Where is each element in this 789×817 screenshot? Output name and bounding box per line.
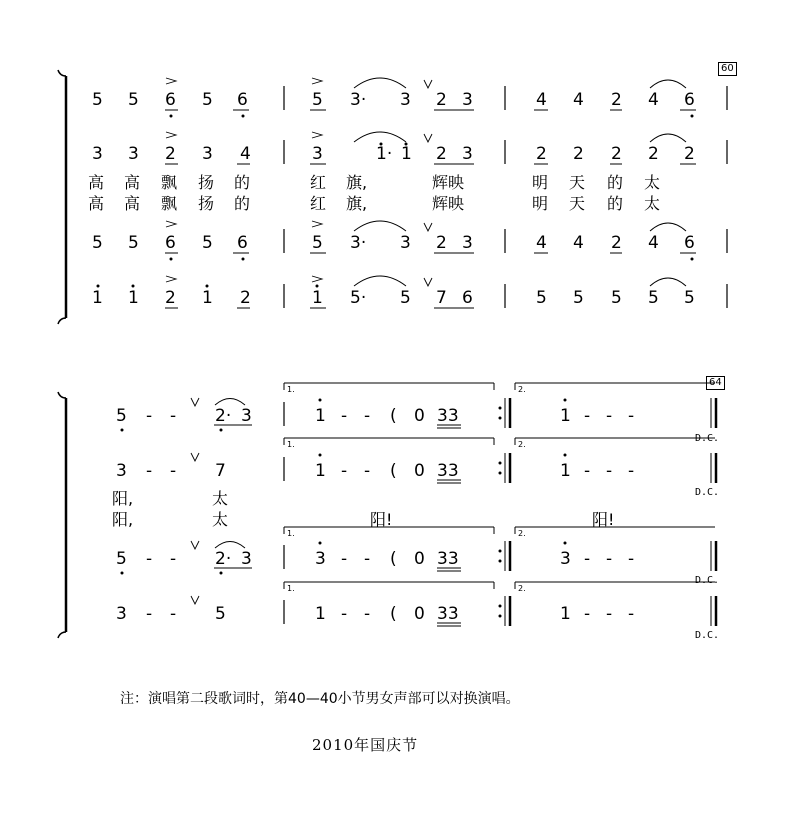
note: 1 [560,604,571,624]
lyric: 太 [644,173,661,192]
note: 5 [400,288,411,308]
note: 1· [376,144,393,164]
note: - [364,604,371,624]
note: 5 [128,233,139,253]
note: - [606,461,613,481]
note: - [364,549,371,569]
note: 1 [315,406,326,426]
da-capo-mark: D.C. [695,487,720,498]
note: 1 [401,144,412,164]
ending-2-label: 2. [518,584,526,593]
note: 1 [315,461,326,481]
note: - [341,406,348,426]
lyric: 太 [212,489,229,508]
note: 4 [648,233,659,253]
note: - [170,549,177,569]
note: 2 [436,233,447,253]
note: - [628,461,635,481]
note: 1 [560,461,571,481]
note: - [170,461,177,481]
note: 3 [92,144,103,164]
lyric: 红 [310,194,327,213]
note: 2 [684,144,695,164]
note: 6 [237,90,248,110]
lyric: 辉映 [432,173,465,192]
note: 5 [611,288,622,308]
ending-1-label: 1. [287,584,295,593]
note: 4 [573,90,584,110]
note: 2 [436,90,447,110]
note: - [584,549,591,569]
note: 2 [648,144,659,164]
note: 0 [414,604,425,624]
note: 5 [215,604,226,624]
note: 2 [536,144,547,164]
note: 6 [684,90,695,110]
note: ( [390,406,397,426]
note: 3 [312,144,323,164]
ending-1-label: 1. [287,529,295,538]
measure-number-64: 64 [706,376,725,390]
note: 5 [573,288,584,308]
note: - [584,406,591,426]
note: - [606,549,613,569]
lyric: 扬 [198,194,215,213]
note: 3 [202,144,213,164]
note: 7 [436,288,447,308]
note: 5 [536,288,547,308]
note: 5 [116,406,127,426]
note: 0 [414,549,425,569]
note: 4 [648,90,659,110]
lyric: 高 [88,194,105,213]
note: 6 [165,90,176,110]
note: 5 [92,233,103,253]
lyric: 高 [124,173,141,192]
note: 1 [92,288,103,308]
note: 2 [611,144,622,164]
note: 4 [240,144,251,164]
note: - [146,406,153,426]
note: 6 [462,288,473,308]
note: 3 [128,144,139,164]
note: 1 [312,288,323,308]
note: - [146,604,153,624]
note: 3 [462,233,473,253]
note: 2 [611,90,622,110]
note: 5 [648,288,659,308]
note: 2 [240,288,251,308]
note: 3· [350,90,367,110]
ending-2-label: 2. [518,529,526,538]
note: 33 [437,604,459,624]
note: 3 [241,549,252,569]
lyric: 阳! [370,510,393,529]
note: ( [390,549,397,569]
lyric: 的 [607,194,624,213]
lyric: 旗, [346,194,368,213]
lyric: 高 [124,194,141,213]
note: 2· [215,406,232,426]
lyric: 阳! [592,510,615,529]
note: 1 [128,288,139,308]
note: - [146,549,153,569]
note: 4 [536,233,547,253]
ending-2-label: 2. [518,385,526,394]
lyric: 的 [607,173,624,192]
lyric: 阳, [112,489,134,508]
note: 3 [462,144,473,164]
note: - [341,549,348,569]
note: 33 [437,461,459,481]
measure-number-60: 60 [718,62,737,76]
lyric: 明 [532,173,549,192]
note: 6 [684,233,695,253]
note: 3 [462,90,473,110]
note: - [170,406,177,426]
lyric: 太 [212,510,229,529]
lyric: 飘 [161,194,178,213]
note: 2 [573,144,584,164]
lyric: 旗, [346,173,368,192]
note: - [606,604,613,624]
note: 2 [436,144,447,164]
note: 2 [611,233,622,253]
note: - [341,604,348,624]
note: 1 [315,604,326,624]
lyric: 明 [532,194,549,213]
lyric: 高 [88,173,105,192]
note: 5 [202,90,213,110]
note: 6 [165,233,176,253]
note: 3 [560,549,571,569]
lyric: 天 [569,173,586,192]
note: - [584,604,591,624]
note: - [628,406,635,426]
note: - [341,461,348,481]
note: 3 [315,549,326,569]
note: - [606,406,613,426]
note: 5 [312,233,323,253]
lyric: 飘 [161,173,178,192]
note: 2 [165,144,176,164]
lyric: 的 [234,194,251,213]
note: 4 [573,233,584,253]
note: 3· [350,233,367,253]
note: 4 [536,90,547,110]
lyric: 阳, [112,510,134,529]
lyric: 天 [569,194,586,213]
note: 5 [128,90,139,110]
note: - [170,604,177,624]
note: ( [390,604,397,624]
note: - [628,604,635,624]
lyric: 红 [310,173,327,192]
footnote: 注：演唱第二段歌词时，第40—40小节男女声部可以对换演唱。 [120,691,520,707]
note: 3 [400,233,411,253]
lyric: 辉映 [432,194,465,213]
note: 5· [350,288,367,308]
note: - [364,461,371,481]
note: 5 [92,90,103,110]
lyric: 扬 [198,173,215,192]
note: 3 [241,406,252,426]
da-capo-mark: D.C. [695,433,720,444]
da-capo-mark: D.C. [695,630,720,641]
note: 33 [437,406,459,426]
da-capo-mark: D.C. [695,575,720,586]
note: 1 [202,288,213,308]
note: 0 [414,461,425,481]
note: 5 [116,549,127,569]
note: 6 [237,233,248,253]
note: 1 [560,406,571,426]
note: 3 [400,90,411,110]
lyric: 太 [644,194,661,213]
ending-1-label: 1. [287,440,295,449]
lyric: 的 [234,173,251,192]
note: 2· [215,549,232,569]
footer-date: 2010年国庆节 [312,736,419,754]
note: 5 [312,90,323,110]
note: - [364,406,371,426]
note: 7 [215,461,226,481]
note: 3 [116,461,127,481]
note: - [628,549,635,569]
note: 5 [202,233,213,253]
note: 5 [684,288,695,308]
note: 3 [116,604,127,624]
note: 0 [414,406,425,426]
note: 2 [165,288,176,308]
note: 33 [437,549,459,569]
note: - [146,461,153,481]
note: - [584,461,591,481]
ending-1-label: 1. [287,385,295,394]
note: ( [390,461,397,481]
ending-2-label: 2. [518,440,526,449]
